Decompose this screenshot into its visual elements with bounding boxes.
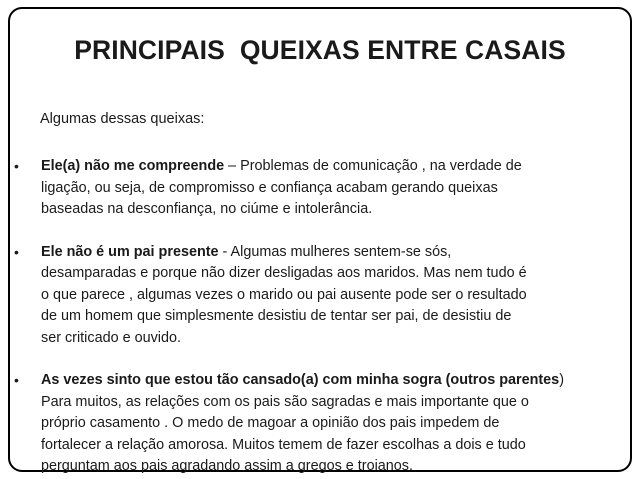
bullet-icon: •: [14, 372, 19, 388]
bullet-list: [10, 156, 618, 478]
bullet-icon: •: [14, 243, 19, 260]
bullet-line: baseadas na desconfiança, no ciúme e intolerância.: [41, 201, 373, 217]
bullet-line: próprio casamento . O medo de magoar a opinião dos pais impedem de: [41, 415, 500, 431]
list-item: [10, 156, 618, 221]
bullet-lead: As vezes sinto que estou tão cansado(a) com minha sogra (outros parentes: [41, 372, 560, 388]
bullet-line: [41, 242, 618, 264]
bullet-line: de um homem que simplesmente desistiu de tentar ser pai, de desistiu de: [41, 308, 512, 324]
bullet-lead: Ele(a) não me compreende: [41, 158, 225, 174]
bullet-line: fortalecer a relação amorosa. Muitos temem de fazer escolhas a dois e tudo: [41, 436, 526, 453]
bullet-line: desamparadas e porque não dizer desligadas aos maridos. Mas nem tudo é: [41, 265, 527, 281]
slide-frame: [8, 7, 632, 472]
bullet-text: – Problemas de comunicação , na verdade de: [224, 158, 522, 174]
bullet-icon: •: [14, 158, 19, 174]
bullet-line: o que parece , algumas vezes o marido ou pai ausente pode ser o resultado: [41, 286, 527, 303]
list-item: [10, 370, 618, 478]
bullet-line: perguntam aos pais agradando assim a gregos e troianos.: [41, 458, 413, 474]
list-item: [10, 242, 618, 350]
bullet-text: ): [559, 372, 564, 388]
intro-text: Algumas dessas queixas:: [40, 111, 205, 127]
bullet-lead: Ele não é um pai presente: [41, 243, 219, 260]
bullet-text: - Algumas mulheres sentem-se sós,: [218, 243, 452, 260]
slide-title: PRINCIPAIS QUEIXAS ENTRE CASAIS: [74, 35, 566, 65]
bullet-line: Para muitos, as relações com os pais são sagradas e mais importante que o: [41, 393, 529, 410]
bullet-line: [41, 156, 618, 178]
bullet-line: ligação, ou seja, de compromisso e confiança acabam gerando queixas: [41, 179, 498, 196]
bullet-line: [41, 370, 618, 392]
bullet-line: ser criticado e ouvido.: [41, 329, 181, 346]
